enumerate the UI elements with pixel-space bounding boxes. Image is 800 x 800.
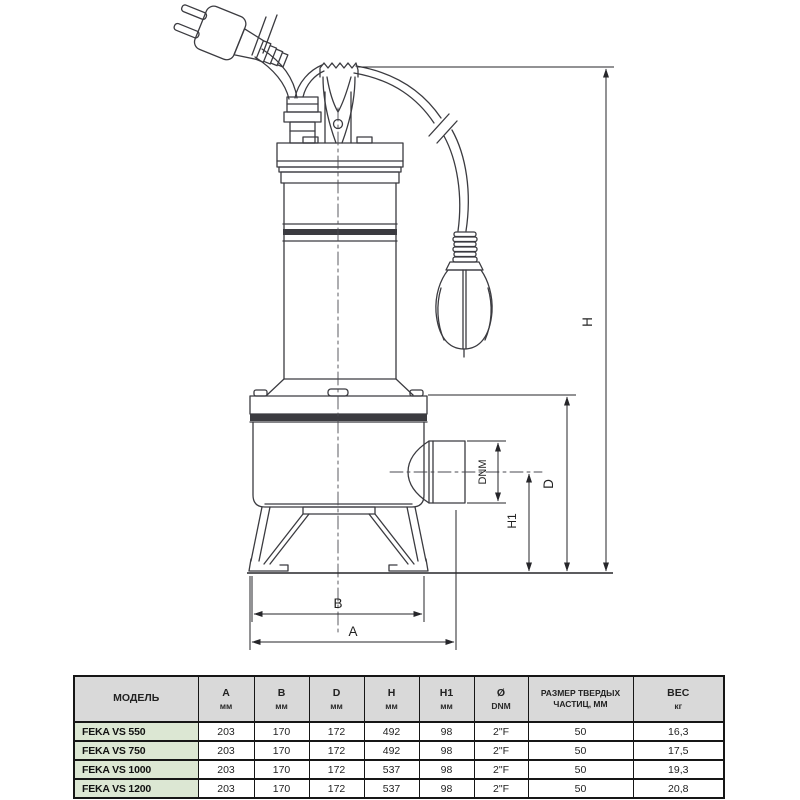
value-cell: 20,8 — [633, 779, 724, 798]
dim-label-D: D — [541, 479, 556, 489]
dim-label-H1: H1 — [505, 513, 519, 529]
dim-label-B: B — [333, 596, 343, 611]
value-cell: 203 — [198, 779, 254, 798]
value-cell: 50 — [528, 741, 633, 760]
motor-body — [267, 183, 413, 395]
model-cell: FEKA VS 1000 — [74, 760, 198, 779]
header-cell-d: D мм — [309, 676, 364, 722]
spec-table — [73, 675, 725, 799]
header-cell-b: B мм — [254, 676, 309, 722]
motor-top-cap — [277, 137, 403, 183]
value-cell: 170 — [254, 779, 309, 798]
header-cell-weight: ВЕС кг — [633, 676, 724, 722]
power-cable — [262, 49, 297, 98]
cable-break-icon — [429, 114, 457, 143]
table-header-row — [74, 676, 724, 722]
model-cell: FEKA VS 550 — [74, 722, 198, 741]
table-row — [74, 779, 724, 798]
value-cell: 2"F — [474, 760, 528, 779]
value-cell: 172 — [309, 722, 364, 741]
value-cell: 172 — [309, 741, 364, 760]
model-cell: FEKA VS 1200 — [74, 779, 198, 798]
value-cell: 172 — [309, 779, 364, 798]
value-cell: 50 — [528, 760, 633, 779]
value-cell: 2"F — [474, 779, 528, 798]
pump-casing — [250, 389, 427, 514]
table-row — [74, 722, 724, 741]
value-cell: 170 — [254, 760, 309, 779]
value-cell: 2"F — [474, 741, 528, 760]
value-cell: 50 — [528, 779, 633, 798]
cable-break-icon — [252, 15, 277, 55]
header-cell-dnm: Ø DNM — [474, 676, 528, 722]
value-cell: 203 — [198, 741, 254, 760]
handle — [320, 63, 358, 143]
table-row — [74, 741, 724, 760]
power-plug-icon — [170, 0, 295, 81]
model-cell: FEKA VS 750 — [74, 741, 198, 760]
value-cell: 98 — [419, 779, 474, 798]
table-row — [74, 760, 724, 779]
value-cell: 19,3 — [633, 760, 724, 779]
header-cell-solids: РАЗМЕР ТВЕРДЫХ ЧАСТИЦ, ММ — [528, 676, 633, 722]
dim-label-H: H — [580, 317, 595, 327]
value-cell: 98 — [419, 741, 474, 760]
value-cell: 537 — [364, 779, 419, 798]
value-cell: 170 — [254, 722, 309, 741]
float-switch — [436, 232, 492, 357]
header-cell-h: H мм — [364, 676, 419, 722]
value-cell: 98 — [419, 760, 474, 779]
pump-drawing — [170, 0, 542, 632]
value-cell: 50 — [528, 722, 633, 741]
value-cell: 2"F — [474, 722, 528, 741]
value-cell: 17,5 — [633, 741, 724, 760]
value-cell: 537 — [364, 760, 419, 779]
header-cell-model: МОДЕЛЬ — [74, 676, 198, 722]
dim-label-DNM: DNM — [477, 459, 489, 485]
value-cell: 16,3 — [633, 722, 724, 741]
header-cell-h1: H1 мм — [419, 676, 474, 722]
base-legs — [249, 507, 428, 571]
value-cell: 492 — [364, 741, 419, 760]
value-cell: 170 — [254, 741, 309, 760]
value-cell: 98 — [419, 722, 474, 741]
cable-gland — [284, 97, 321, 143]
value-cell: 492 — [364, 722, 419, 741]
dim-label-A: A — [348, 624, 358, 639]
header-cell-a: A мм — [198, 676, 254, 722]
dimension-lines — [247, 67, 614, 650]
value-cell: 203 — [198, 760, 254, 779]
value-cell: 203 — [198, 722, 254, 741]
float-cable — [295, 65, 468, 231]
value-cell: 172 — [309, 760, 364, 779]
